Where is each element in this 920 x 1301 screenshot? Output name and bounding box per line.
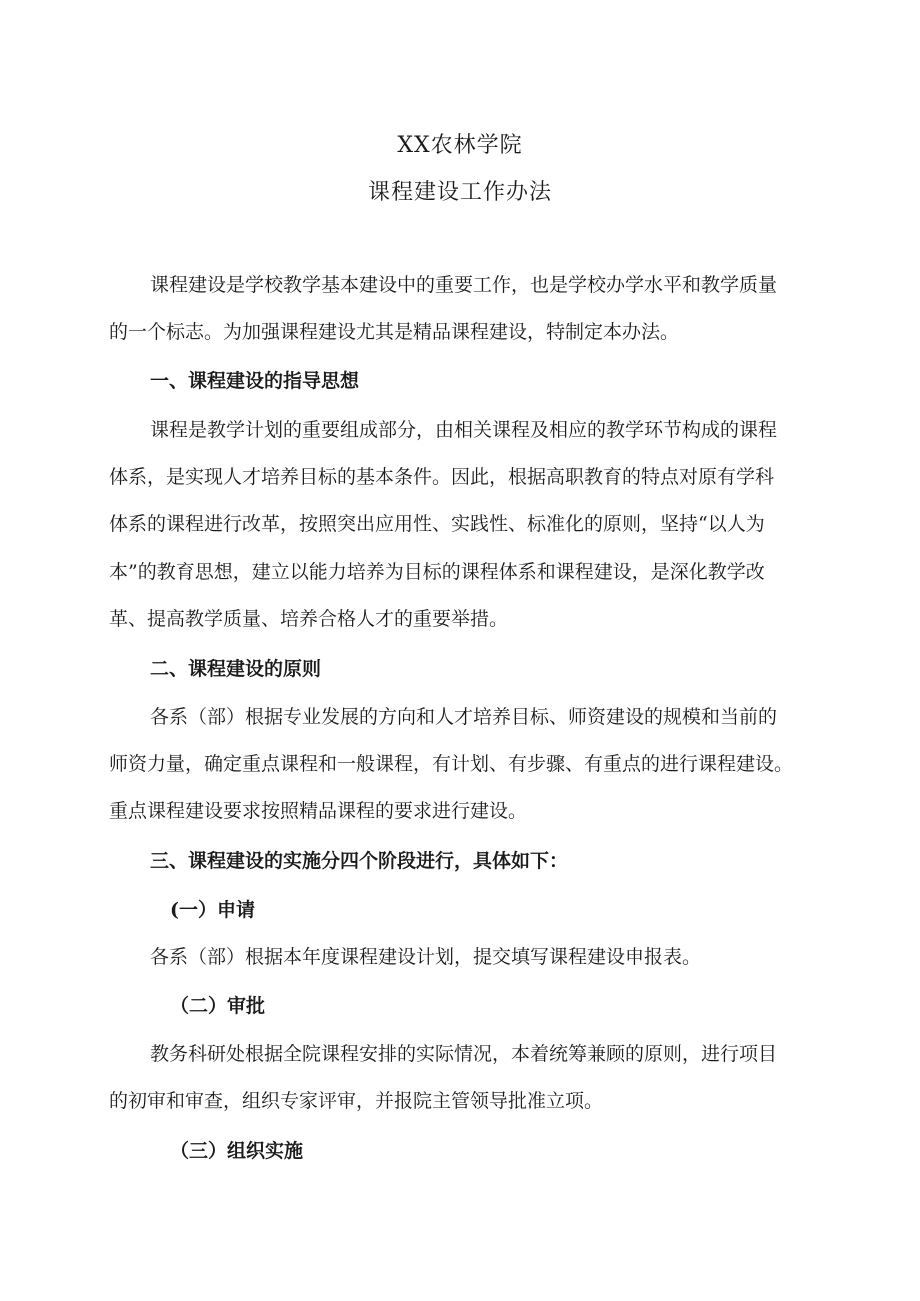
section2-paragraph-line: 重点课程建设要求按照精品课程的要求进行建设。 [109, 800, 528, 822]
subsection-heading-approval: （二）审批 [170, 995, 266, 1017]
section-heading-guiding-ideology: 一、课程建设的指导思想 [150, 370, 360, 392]
subsection-heading-application: (一）申请 [170, 899, 255, 921]
document-title-institution: XX农林学院 [397, 133, 523, 158]
section1-paragraph-line: 课程是教学计划的重要组成部分，由相关课程及相应的教学环节构成的课程 [150, 419, 778, 441]
subsection2-paragraph-line: 教务科研处根据全院课程安排的实际情况，本着统筹兼顾的原则，进行项目 [150, 1043, 778, 1065]
section1-paragraph-line: 体系的课程进行改革，按照突出应用性、实践性、标准化的原则，坚持“以人为 [109, 513, 765, 535]
subsection1-paragraph-line: 各系（部）根据本年度课程建设计划，提交填写课程建设申报表。 [150, 946, 702, 968]
section2-paragraph-line: 各系（部）根据专业发展的方向和人才培养目标、师资建设的规模和当前的 [150, 706, 778, 728]
section2-paragraph-line: 师资力量，确定重点课程和一般课程，有计划、有步骤、有重点的进行课程建设。 [109, 753, 794, 775]
subsection2-paragraph-line: 的初审和审查，组织专家评审，并报院主管领导批准立项。 [109, 1090, 604, 1112]
section-heading-principles: 二、课程建设的原则 [150, 658, 322, 680]
intro-paragraph-line: 的一个标志。为加强课程建设尤其是精品课程建设，特制定本办法。 [109, 321, 680, 343]
subsection-heading-organization: （三）组织实施 [170, 1140, 304, 1162]
section1-paragraph-line: 革、提高教学质量、培养合格人才的重要举措。 [109, 608, 509, 630]
section1-paragraph-line: 本”的教育思想，建立以能力培养为目标的课程体系和课程建设，是深化教学改 [109, 561, 765, 583]
section1-paragraph-line: 体系，是实现人才培养目标的基本条件。因此，根据高职教育的特点对原有学科 [109, 466, 775, 488]
document-title-main: 课程建设工作办法 [367, 180, 552, 205]
intro-paragraph-line: 课程建设是学校教学基本建设中的重要工作，也是学校办学水平和教学质量 [150, 274, 778, 296]
section-heading-implementation: 三、课程建设的实施分四个阶段进行，具体如下： [150, 850, 569, 872]
